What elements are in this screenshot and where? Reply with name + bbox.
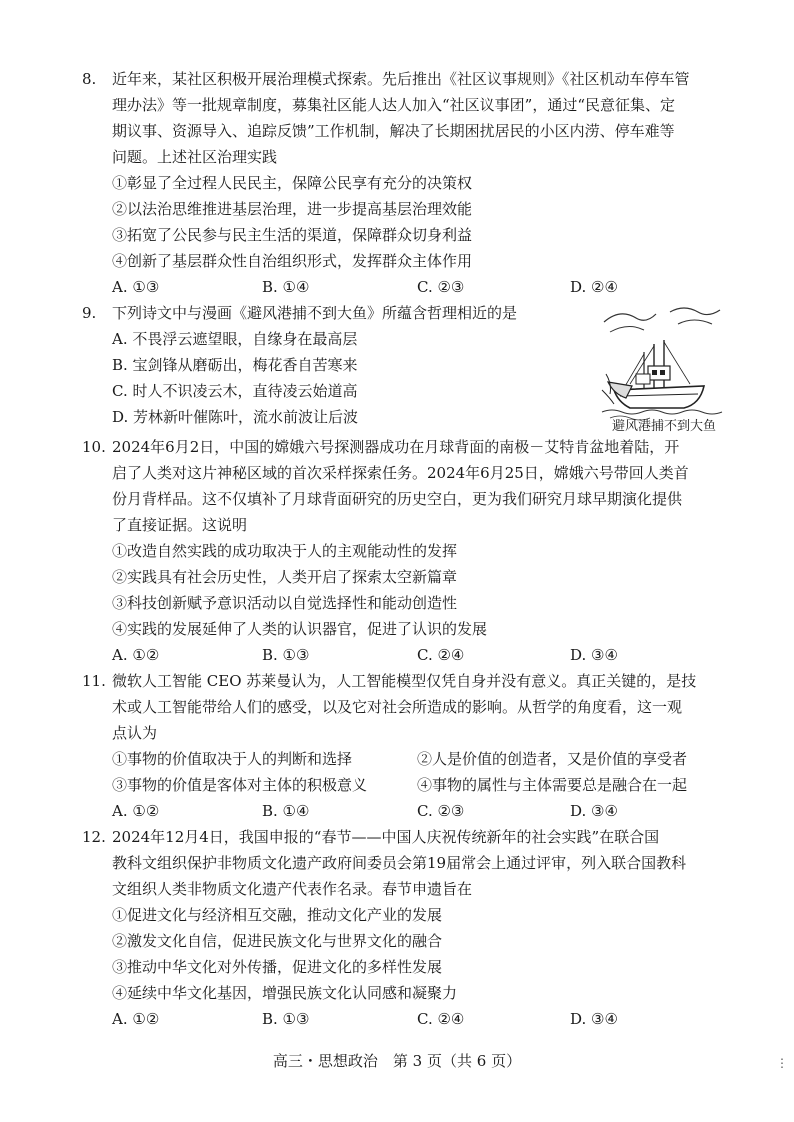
choice-b: B. ①③ bbox=[262, 646, 310, 664]
poem-option-c: C. 时人不识凌云木，直待凌云始道高 bbox=[112, 382, 358, 400]
statement-option: ③科技创新赋予意识活动以自觉选择性和能动创造性 bbox=[112, 594, 458, 612]
cartoon-caption: 避风港捕不到大鱼 bbox=[611, 419, 716, 434]
page-footer: 高三・思想政治 第 3 页（共 6 页） bbox=[272, 1052, 522, 1070]
question-8 bbox=[82, 66, 722, 300]
question-stem-line: 份月背样品。这不仅填补了月球背面研究的历史空白，更为我们研究月球早期演化提供 bbox=[112, 490, 683, 508]
choice-a: A. ①③ bbox=[112, 278, 160, 296]
question-stem: 下列诗文中与漫画《避风港捕不到大鱼》所蕴含哲理相近的是 bbox=[112, 304, 518, 322]
statement-option: ④创新了基层群众性自治组织形式，发挥群众主体作用 bbox=[112, 252, 473, 270]
question-stem-line: 启了人类对这片神秘区域的首次采样探索任务。2024年6月25日，嫦娥六号带回人类首 bbox=[112, 464, 689, 482]
statement-row bbox=[82, 772, 722, 798]
question-number: 8. bbox=[82, 70, 97, 88]
statement-option: ④延续中华文化基因，增强民族文化认同感和凝聚力 bbox=[112, 984, 458, 1002]
question-9 bbox=[82, 300, 602, 430]
choice-a: A. ①② bbox=[112, 646, 160, 664]
question-number: 11. bbox=[82, 672, 106, 690]
statement-option: ①改造自然实践的成功取决于人的主观能动性的发挥 bbox=[112, 542, 458, 560]
question-number: 9. bbox=[82, 304, 97, 322]
choice-c: C. ②④ bbox=[417, 1010, 465, 1028]
choice-c: C. ②③ bbox=[417, 802, 465, 820]
question-stem-line: 近年来，某社区积极开展治理模式探索。先后推出《社区议事规则》《社区机动车停车管 bbox=[112, 70, 690, 88]
choice-c: C. ②④ bbox=[417, 646, 465, 664]
statement-option: ④实践的发展延伸了人类的认识器官，促进了认识的发展 bbox=[112, 620, 488, 638]
question-stem-line: 点认为 bbox=[112, 724, 158, 742]
question-stem-line: 了直接证据。这说明 bbox=[112, 516, 248, 534]
choice-a: A. ①② bbox=[112, 802, 160, 820]
choice-b: B. ①④ bbox=[262, 802, 310, 820]
statement-option: ②人是价值的创造者，又是价值的享受者 bbox=[417, 750, 688, 768]
poem-option-b: B. 宝剑锋从磨砺出，梅花香自苦寒来 bbox=[112, 356, 358, 374]
statement-option: ④事物的属性与主体需要总是融合在一起 bbox=[417, 776, 688, 794]
statement-option: ①事物的价值取决于人的判断和选择 bbox=[112, 750, 353, 768]
statement-option: ②实践具有社会历史性，人类开启了探索太空新篇章 bbox=[112, 568, 458, 586]
statement-option: ③拓宽了公民参与民主生活的渠道，保障群众切身利益 bbox=[112, 226, 473, 244]
poem-option-d: D. 芳林新叶催陈叶，流水前波让后波 bbox=[112, 408, 359, 426]
question-11 bbox=[82, 668, 722, 824]
answer-choices bbox=[82, 274, 722, 300]
statement-option: ③推动中华文化对外传播，促进文化的多样性发展 bbox=[112, 958, 443, 976]
answer-choices bbox=[82, 642, 722, 668]
choice-d: D. ③④ bbox=[570, 1010, 618, 1028]
choice-b: B. ①③ bbox=[262, 1010, 310, 1028]
question-stem-line: 期议事、资源导入、追踪反馈”工作机制，解决了长期困扰居民的小区内涝、停车难等 bbox=[112, 122, 675, 140]
answer-choices bbox=[82, 1006, 722, 1032]
question-number: 10. bbox=[82, 438, 106, 456]
choice-c: C. ②③ bbox=[417, 278, 465, 296]
cartoon-boats-illustration bbox=[600, 304, 724, 430]
choice-b: B. ①④ bbox=[262, 278, 310, 296]
question-number: 12. bbox=[82, 828, 106, 846]
question-stem-line: 微软人工智能 CEO 苏莱曼认为，人工智能模型仅凭自身并没有意义。真正关键的，是技 bbox=[112, 672, 697, 690]
question-10 bbox=[82, 434, 722, 668]
question-stem-line: 理办法》等一批规章制度，募集社区能人达人加入“社区议事团”，通过“民意征集、定 bbox=[112, 96, 676, 114]
question-stem-line: 问题。上述社区治理实践 bbox=[112, 148, 278, 166]
choice-d: D. ③④ bbox=[570, 646, 618, 664]
choice-d: D. ③④ bbox=[570, 802, 618, 820]
question-stem-line: 2024年12月4日，我国申报的“春节——中国人庆祝传统新年的社会实践”在联合国 bbox=[112, 828, 660, 846]
statement-option: ①促进文化与经济相互交融，推动文化产业的发展 bbox=[112, 906, 443, 924]
choice-d: D. ②④ bbox=[570, 278, 618, 296]
statement-option: ②激发文化自信，促进民族文化与世界文化的融合 bbox=[112, 932, 443, 950]
question-stem-line: 教科文组织保护非物质文化遗产政府间委员会第19届常会上通过评审，列入联合国教科 bbox=[112, 854, 687, 872]
question-stem-line: 文组织人类非物质文化遗产代表作名录。春节申遗旨在 bbox=[112, 880, 473, 898]
poem-option-a: A. 不畏浮云遮望眼，自缘身在最高层 bbox=[112, 330, 358, 348]
statement-option: ①彰显了全过程人民民主，保障公民享有充分的决策权 bbox=[112, 174, 473, 192]
question-stem-line: 2024年6月2日，中国的嫦娥六号探测器成功在月球背面的南极－艾特肯盆地着陆，开 bbox=[112, 438, 680, 456]
question-stem-line: 术或人工智能带给人们的感受，以及它对社会所造成的影响。从哲学的角度看，这一观 bbox=[112, 698, 683, 716]
edge-mark: ⋮ bbox=[776, 1056, 788, 1070]
statement-option: ③事物的价值是客体对主体的积极意义 bbox=[112, 776, 368, 794]
statement-row bbox=[82, 746, 722, 772]
question-12 bbox=[82, 824, 722, 1032]
choice-a: A. ①② bbox=[112, 1010, 160, 1028]
statement-option: ②以法治思维推进基层治理，进一步提高基层治理效能 bbox=[112, 200, 473, 218]
answer-choices bbox=[82, 798, 722, 824]
